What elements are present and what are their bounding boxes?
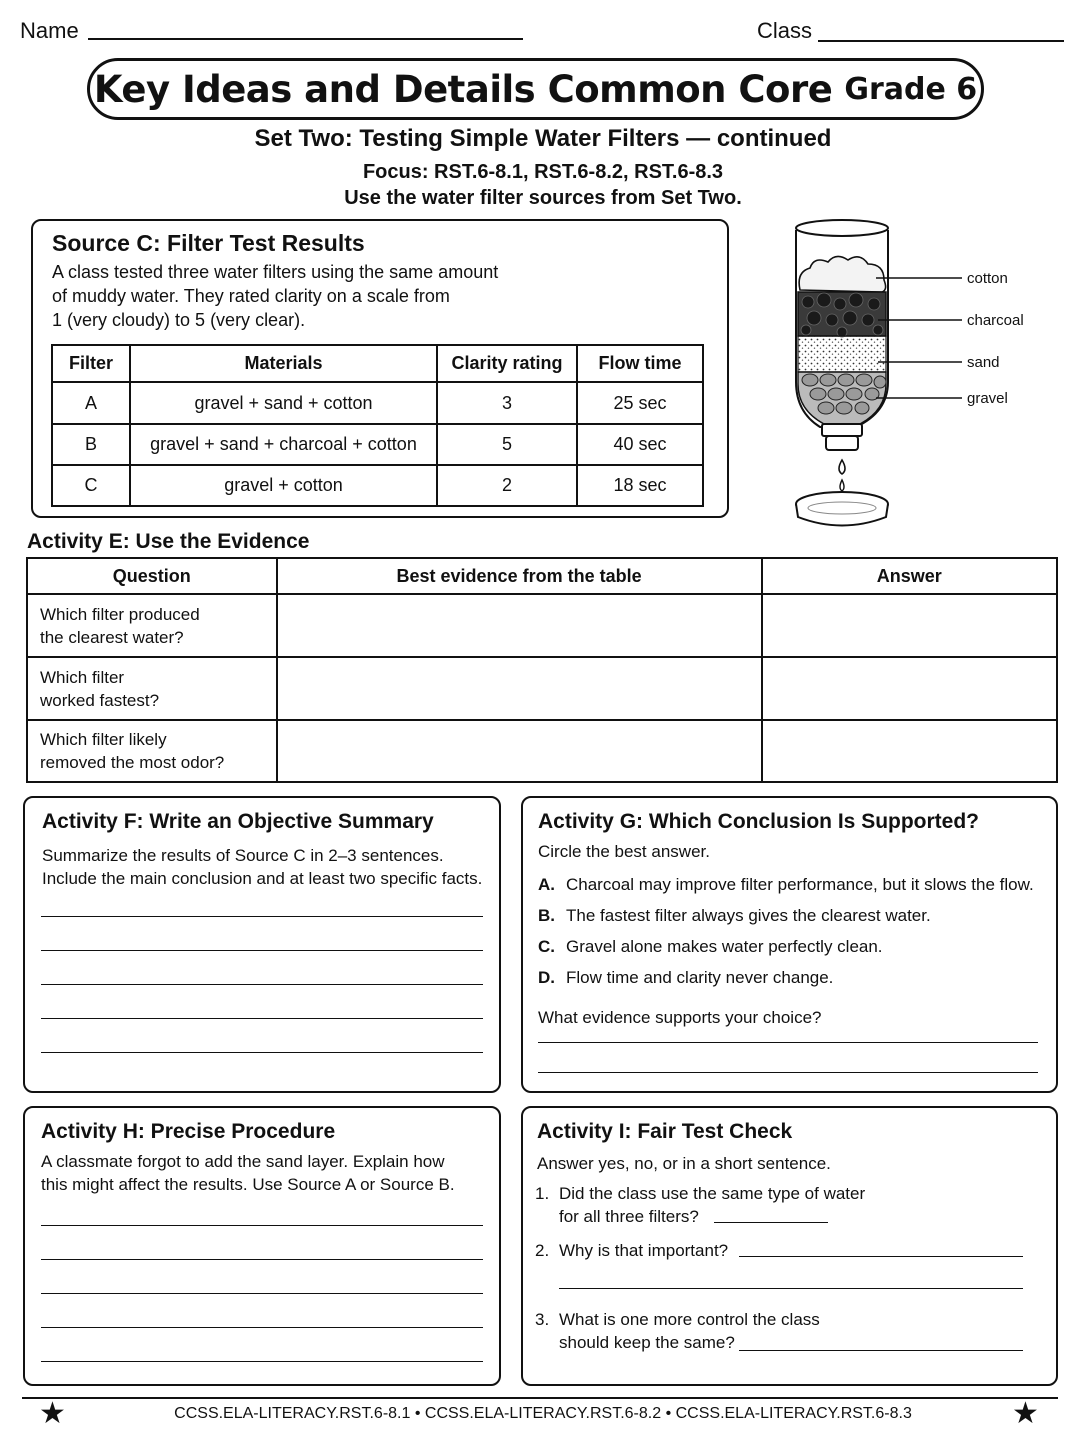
option-text: The fastest filter always gives the clearest water. xyxy=(566,906,931,925)
column-header: Clarity rating xyxy=(437,345,577,382)
table-row xyxy=(27,720,1057,782)
materials-cell: gravel + sand + cotton xyxy=(130,382,437,424)
answer-line[interactable] xyxy=(714,1222,828,1223)
name-label: Name xyxy=(20,18,79,43)
answer-line[interactable] xyxy=(41,1052,483,1053)
question-line: the clearest water? xyxy=(40,627,184,647)
question-line: for all three filters? xyxy=(559,1207,699,1226)
source-c-text xyxy=(52,260,498,332)
answer-line[interactable] xyxy=(739,1350,1023,1351)
question-line: Which filter likely xyxy=(40,730,167,749)
column-header: Materials xyxy=(130,345,437,382)
activity-e-title: Activity E: Use the Evidence xyxy=(27,530,310,553)
answer-line[interactable] xyxy=(41,1327,483,1328)
label-sand: sand xyxy=(967,354,1000,371)
option-a[interactable] xyxy=(538,875,1034,895)
question-line: Which filter produced xyxy=(40,604,200,624)
question-line: Did the class use the same type of water xyxy=(559,1184,866,1203)
option-text: Charcoal may improve filter performance, but it slows the flow. xyxy=(566,875,1034,894)
question-cell xyxy=(27,720,277,782)
title-banner xyxy=(87,58,984,120)
materials-cell: gravel + cotton xyxy=(130,465,437,506)
answer-line[interactable] xyxy=(538,1072,1038,1073)
evidence-answer-cell[interactable] xyxy=(277,720,762,782)
question-line: removed the most odor? xyxy=(40,753,225,772)
label-charcoal: charcoal xyxy=(967,312,1024,329)
source-c-line: 1 (very cloudy) to 5 (very clear). xyxy=(52,310,306,330)
option-letter: D. xyxy=(538,968,555,987)
filter-cell: B xyxy=(52,424,130,465)
answer-cell[interactable] xyxy=(762,594,1057,657)
subtitle: Set Two: Testing Simple Water Filters — continued xyxy=(254,125,832,152)
activity-i-title: Activity I: Fair Test Check xyxy=(537,1120,793,1143)
activity-g-instruction: Circle the best answer. xyxy=(538,842,710,861)
option-b[interactable] xyxy=(538,906,931,926)
clarity-cell: 3 xyxy=(437,382,577,424)
activity-i-instruction: Answer yes, no, or in a short sentence. xyxy=(537,1154,831,1173)
option-c[interactable] xyxy=(538,937,883,957)
source-c-box xyxy=(31,219,729,518)
question-number: 3. xyxy=(535,1310,550,1329)
answer-line[interactable] xyxy=(41,984,483,985)
activity-f-line: Summarize the results of Source C in 2–3 sentences. xyxy=(42,846,444,865)
option-letter: A. xyxy=(538,875,555,894)
activity-f-box xyxy=(23,796,501,1093)
fair-test-question-3 xyxy=(559,1308,820,1354)
table-row xyxy=(52,424,703,465)
option-d[interactable] xyxy=(538,968,833,988)
column-header: Answer xyxy=(762,558,1057,594)
answer-line[interactable] xyxy=(41,950,483,951)
activity-h-line: A classmate forgot to add the sand layer. Explain how xyxy=(41,1152,445,1171)
question-number: 2. xyxy=(535,1241,550,1260)
instruction: Use the water filter sources from Set Two. xyxy=(344,187,742,209)
question-line: What is one more control the class xyxy=(559,1310,820,1329)
column-header: Flow time xyxy=(577,345,703,382)
activity-h-title: Activity H: Precise Procedure xyxy=(41,1120,336,1143)
clarity-cell: 2 xyxy=(437,465,577,506)
answer-line[interactable] xyxy=(41,1293,483,1294)
flow-cell: 18 sec xyxy=(577,465,703,506)
source-c-line: A class tested three water filters using the same amount xyxy=(52,262,499,282)
activity-g-title: Activity G: Which Conclusion Is Supported? xyxy=(538,810,980,833)
clarity-cell: 5 xyxy=(437,424,577,465)
filter-cell: C xyxy=(52,465,130,506)
option-text: Gravel alone makes water perfectly clean. xyxy=(566,937,883,956)
column-header: Question xyxy=(27,558,277,594)
filter-cell: A xyxy=(52,382,130,424)
activity-f-line: Include the main conclusion and at least two specific facts. xyxy=(42,869,483,888)
option-letter: B. xyxy=(538,906,555,925)
evidence-prompt: What evidence supports your choice? xyxy=(538,1008,822,1027)
flow-cell: 40 sec xyxy=(577,424,703,465)
question-cell xyxy=(27,594,277,657)
column-header: Filter xyxy=(52,345,130,382)
table-row xyxy=(52,465,703,506)
question-number: 1. xyxy=(535,1184,550,1203)
materials-cell: gravel + sand + charcoal + cotton xyxy=(130,424,437,465)
question-cell xyxy=(27,657,277,720)
option-text: Flow time and clarity never change. xyxy=(566,968,834,987)
answer-line[interactable] xyxy=(41,1361,483,1362)
evidence-table xyxy=(26,557,1058,783)
class-label: Class xyxy=(757,18,813,43)
footer-standards: CCSS.ELA-LITERACY.RST.6-8.1 • CCSS.ELA-LITERACY.RST.6-8.2 • CCSS.ELA-LITERACY.RST.6-8.3 xyxy=(174,1405,912,1422)
flow-cell: 25 sec xyxy=(577,382,703,424)
evidence-answer-cell[interactable] xyxy=(277,657,762,720)
evidence-answer-cell[interactable] xyxy=(277,594,762,657)
water-filter-illustration xyxy=(780,212,1040,532)
grade-label: Grade 6 xyxy=(844,71,978,107)
table-row xyxy=(52,382,703,424)
question-line: worked fastest? xyxy=(40,690,160,710)
question-line: should keep the same? xyxy=(559,1333,735,1352)
label-gravel: gravel xyxy=(967,390,1008,407)
activity-f-title: Activity F: Write an Objective Summary xyxy=(42,810,434,833)
source-c-title: Source C: Filter Test Results xyxy=(52,230,365,256)
activity-h-text xyxy=(41,1150,455,1196)
answer-cell[interactable] xyxy=(762,720,1057,782)
option-letter: C. xyxy=(538,937,555,956)
footer-rule xyxy=(22,1397,1058,1399)
column-header: Best evidence from the table xyxy=(277,558,762,594)
source-c-line: of muddy water. They rated clarity on a scale from xyxy=(52,286,450,306)
answer-line[interactable] xyxy=(41,1259,483,1260)
class-field-line[interactable] xyxy=(818,40,1064,42)
activity-f-text xyxy=(42,844,482,890)
answer-line[interactable] xyxy=(559,1288,1023,1289)
answer-line[interactable] xyxy=(739,1256,1023,1257)
label-cotton: cotton xyxy=(967,270,1008,287)
fair-test-question-2: Why is that important? xyxy=(559,1241,729,1260)
star-icon: ★ xyxy=(1012,1397,1039,1430)
activity-h-line: this might affect the results. Use Source A or Source B. xyxy=(41,1175,455,1194)
activity-g-box xyxy=(521,796,1058,1093)
activity-h-box xyxy=(23,1106,501,1386)
name-field-line[interactable] xyxy=(88,38,523,40)
activity-i-box xyxy=(521,1106,1058,1386)
focus-standards: Focus: RST.6-8.1, RST.6-8.2, RST.6-8.3 xyxy=(362,161,724,183)
table-row xyxy=(27,594,1057,657)
results-table xyxy=(51,344,704,507)
answer-line[interactable] xyxy=(538,1042,1038,1043)
star-icon: ★ xyxy=(39,1397,66,1430)
table-row xyxy=(27,657,1057,720)
answer-line[interactable] xyxy=(41,1225,483,1226)
question-line: Which filter xyxy=(40,667,125,687)
answer-line[interactable] xyxy=(41,1018,483,1019)
page-title: Key Ideas and Details Common Core xyxy=(93,67,833,111)
answer-cell[interactable] xyxy=(762,657,1057,720)
answer-line[interactable] xyxy=(41,916,483,917)
